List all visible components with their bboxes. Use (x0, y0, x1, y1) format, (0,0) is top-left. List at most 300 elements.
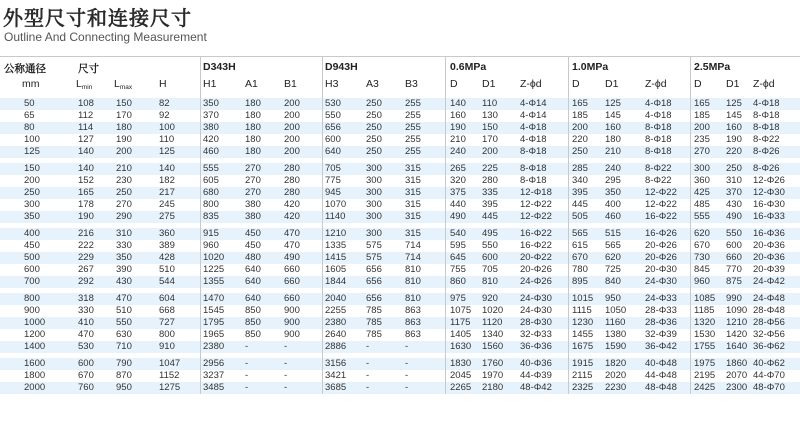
cell-dn: 700 (24, 276, 40, 287)
cell-lmax: 330 (116, 240, 132, 251)
cell-dn: 125 (24, 146, 40, 157)
table-row (0, 305, 800, 317)
cell-a1: 380 (245, 211, 261, 222)
cell-a3: 300 (366, 187, 382, 198)
table-row (0, 240, 800, 252)
header-lmin: $L_{min}$ (76, 78, 93, 91)
cell-h3: 1070 (325, 199, 347, 210)
cell-b3: 315 (405, 187, 421, 198)
cell-zd-10: 20-Φ26 (645, 240, 677, 251)
cell-a1: - (245, 370, 249, 381)
nominal-unit: mm (22, 78, 40, 90)
cell-zd-10: 48-Φ48 (645, 382, 677, 393)
cell-h3: 3421 (325, 370, 347, 381)
header-d-06: D (450, 78, 458, 90)
cell-h3: 945 (325, 187, 341, 198)
cell-h3: 2255 (325, 305, 347, 316)
table-row (0, 211, 800, 223)
cell-dn: 1200 (24, 329, 46, 340)
cell-dn: 80 (24, 122, 35, 133)
cell-lmax: 510 (116, 305, 132, 316)
cell-dn: 500 (24, 252, 40, 263)
cell-b1: 420 (284, 211, 300, 222)
cell-d-06: 160 (450, 110, 466, 121)
cell-h1: 3237 (203, 370, 225, 381)
cell-b1: 900 (284, 317, 300, 328)
cell-h3: 600 (325, 134, 341, 145)
cell-d-25: 235 (694, 134, 710, 145)
column-divider (568, 56, 569, 394)
cell-a3: 575 (366, 252, 382, 263)
cell-b3: - (405, 341, 409, 352)
cell-lmin: 222 (78, 240, 94, 251)
cell-zd-06: 24-Φ26 (520, 276, 552, 287)
cell-b3: 255 (405, 110, 421, 121)
cell-d1-10: 1590 (605, 341, 627, 352)
cell-lmin: 600 (78, 358, 94, 369)
cell-d1-06: 705 (482, 264, 498, 275)
cell-zd-25: 16-Φ36 (753, 228, 785, 239)
cell-d-25: 620 (694, 228, 710, 239)
cell-zd-25: 20-Φ36 (753, 240, 785, 251)
cell-zd-10: 28-Φ36 (645, 317, 677, 328)
cell-d-25: 185 (694, 110, 710, 121)
cell-h3: 705 (325, 163, 341, 174)
cell-a3: 250 (366, 98, 382, 109)
cell-h: 800 (159, 329, 175, 340)
cell-d1-25: 875 (726, 276, 742, 287)
cell-d-25: 360 (694, 175, 710, 186)
cell-b1: 900 (284, 305, 300, 316)
cell-zd-06: 24-Φ30 (520, 293, 552, 304)
cell-h: 1275 (159, 382, 181, 393)
table-row (0, 370, 800, 382)
cell-b3: - (405, 358, 409, 369)
cell-dn: 200 (24, 175, 40, 186)
cell-a3: 575 (366, 240, 382, 251)
table-row (0, 187, 800, 199)
cell-dn: 400 (24, 228, 40, 239)
cell-b3: 863 (405, 305, 421, 316)
cell-b3: 315 (405, 175, 421, 186)
cell-d-10: 670 (572, 252, 588, 263)
cell-zd-10: 8-Φ22 (645, 175, 672, 186)
cell-lmin: 140 (78, 163, 94, 174)
cell-lmin: 530 (78, 341, 94, 352)
cell-d-06: 595 (450, 240, 466, 251)
cell-lmin: 267 (78, 264, 94, 275)
cell-h: 910 (159, 341, 175, 352)
cell-a3: 785 (366, 329, 382, 340)
column-divider (445, 56, 446, 394)
cell-h: 727 (159, 317, 175, 328)
cell-dn: 1600 (24, 358, 46, 369)
table-row (0, 382, 800, 394)
cell-d-06: 540 (450, 228, 466, 239)
cell-d1-25: 1860 (726, 358, 748, 369)
cell-d-06: 320 (450, 175, 466, 186)
cell-zd-10: 8-Φ18 (645, 134, 672, 145)
cell-h3: 2640 (325, 329, 347, 340)
cell-b1: 280 (284, 175, 300, 186)
cell-d-06: 1175 (450, 317, 471, 328)
cell-d1-06: 445 (482, 211, 498, 222)
cell-h1: 1355 (203, 276, 225, 287)
cell-d1-25: 660 (726, 252, 742, 263)
cell-d-10: 340 (572, 175, 588, 186)
cell-d1-10: 840 (605, 276, 621, 287)
cell-zd-10: 4-Φ18 (645, 110, 672, 121)
cell-d1-25: 190 (726, 134, 742, 145)
table-row (0, 264, 800, 276)
cell-d1-10: 565 (605, 240, 621, 251)
cell-d1-25: 220 (726, 146, 742, 157)
cell-h3: 3685 (325, 382, 347, 393)
cell-d1-10: 725 (605, 264, 621, 275)
cell-d-06: 440 (450, 199, 466, 210)
header-zd-25: Z-ϕd (753, 78, 775, 90)
cell-d-10: 615 (572, 240, 588, 251)
cell-d1-10: 145 (605, 110, 621, 121)
cell-d-25: 1320 (694, 317, 716, 328)
cell-a3: - (366, 382, 370, 393)
cell-zd-06: 8-Φ18 (520, 163, 547, 174)
cell-d-25: 2425 (694, 382, 716, 393)
header-d-10: D (572, 78, 580, 90)
cell-h: 668 (159, 305, 175, 316)
cell-a1: 640 (245, 264, 261, 275)
cell-a3: 300 (366, 163, 382, 174)
cell-d-25: 670 (694, 240, 710, 251)
cell-b3: 255 (405, 122, 421, 133)
cell-d-25: 300 (694, 163, 710, 174)
cell-zd-25: 32-Φ56 (753, 329, 785, 340)
cell-d1-10: 1380 (605, 329, 627, 340)
cell-zd-25: 8-Φ22 (753, 134, 780, 145)
cell-a1: 850 (245, 317, 261, 328)
page-subtitle: Outline And Connecting Measurement (4, 30, 207, 44)
cell-lmin: 127 (78, 134, 94, 145)
header-d1-10: D1 (605, 78, 619, 90)
group-1-0mpa: 1.0MPa (572, 61, 609, 73)
cell-d-06: 2045 (450, 370, 472, 381)
cell-a3: 656 (366, 264, 382, 275)
cell-h1: 1020 (203, 252, 225, 263)
cell-a1: 640 (245, 293, 261, 304)
cell-lmax: 550 (116, 317, 132, 328)
cell-a3: 250 (366, 110, 382, 121)
cell-d1-06: 600 (482, 252, 498, 263)
cell-a3: - (366, 341, 370, 352)
cell-d1-06: 920 (482, 293, 498, 304)
cell-zd-06: 4-Φ14 (520, 98, 547, 109)
cell-dn: 1000 (24, 317, 46, 328)
cell-b3: 255 (405, 146, 421, 157)
cell-d-06: 265 (450, 163, 466, 174)
cell-a3: 250 (366, 146, 382, 157)
cell-h1: 1470 (203, 293, 225, 304)
cell-a1: 640 (245, 276, 261, 287)
cell-h: 510 (159, 264, 175, 275)
header-d-25: D (694, 78, 702, 90)
cell-a3: 250 (366, 134, 382, 145)
cell-d1-06: 810 (482, 276, 498, 287)
cell-d-06: 140 (450, 98, 466, 109)
cell-b3: 863 (405, 317, 421, 328)
cell-h1: 420 (203, 134, 219, 145)
cell-d1-06: 130 (482, 110, 498, 121)
cell-b3: 255 (405, 134, 421, 145)
cell-lmax: 350 (116, 252, 132, 263)
cell-dn: 1400 (24, 341, 46, 352)
cell-h3: 2040 (325, 293, 347, 304)
cell-h: 82 (159, 98, 170, 109)
cell-d-10: 505 (572, 211, 588, 222)
cell-d1-06: 150 (482, 122, 498, 133)
cell-a3: - (366, 358, 370, 369)
cell-h3: 1210 (325, 228, 347, 239)
header-d1-25: D1 (726, 78, 740, 90)
cell-h: 140 (159, 163, 175, 174)
cell-h3: 550 (325, 110, 341, 121)
cell-lmax: 790 (116, 358, 132, 369)
cell-h3: 1844 (325, 276, 347, 287)
cell-zd-10: 40-Φ48 (645, 358, 677, 369)
cell-b3: 315 (405, 228, 421, 239)
cell-d1-25: 1210 (726, 317, 748, 328)
cell-b1: 660 (284, 293, 300, 304)
cell-d1-06: 110 (482, 98, 498, 109)
cell-b3: 863 (405, 329, 421, 340)
cell-d1-25: 145 (726, 110, 742, 121)
cell-d-25: 960 (694, 276, 710, 287)
cell-d-25: 845 (694, 264, 710, 275)
cell-h3: 530 (325, 98, 341, 109)
cell-b1: 200 (284, 146, 300, 157)
cell-d1-10: 620 (605, 252, 621, 263)
group-header-row (0, 61, 800, 77)
cell-d-25: 1185 (694, 305, 715, 316)
group-0-6mpa: 0.6MPa (450, 61, 487, 73)
cell-lmax: 950 (116, 382, 132, 393)
cell-d-10: 780 (572, 264, 588, 275)
cell-d-06: 210 (450, 134, 466, 145)
table-row (0, 175, 800, 187)
cell-b1: 470 (284, 240, 300, 251)
cell-h1: 680 (203, 187, 219, 198)
cell-b3: 255 (405, 98, 421, 109)
cell-dn: 150 (24, 163, 40, 174)
header-divider (0, 56, 800, 57)
cell-h3: 2380 (325, 317, 347, 328)
cell-d-06: 1830 (450, 358, 472, 369)
cell-zd-10: 20-Φ26 (645, 252, 677, 263)
cell-d-25: 1755 (694, 341, 716, 352)
cell-d1-06: 1760 (482, 358, 504, 369)
cell-zd-06: 20-Φ26 (520, 264, 552, 275)
cell-h: 217 (159, 187, 175, 198)
cell-h: 182 (159, 175, 175, 186)
header-zd-06: Z-ϕd (520, 78, 542, 90)
cell-b1: 280 (284, 187, 300, 198)
cell-h: 544 (159, 276, 175, 287)
cell-zd-25: 40-Φ62 (753, 358, 785, 369)
cell-h: 110 (159, 134, 175, 145)
cell-d-25: 1530 (694, 329, 716, 340)
cell-zd-06: 24-Φ30 (520, 305, 552, 316)
cell-zd-10: 4-Φ18 (645, 98, 672, 109)
cell-d-10: 565 (572, 228, 588, 239)
cell-d-10: 250 (572, 146, 588, 157)
cell-d-10: 165 (572, 98, 588, 109)
cell-d1-06: 170 (482, 134, 498, 145)
table-row (0, 163, 800, 175)
cell-d-10: 285 (572, 163, 588, 174)
cell-a3: 300 (366, 228, 382, 239)
cell-d1-10: 240 (605, 163, 621, 174)
cell-d1-06: 2180 (482, 382, 504, 393)
cell-d-10: 185 (572, 110, 588, 121)
dimension-header: 尺寸 (78, 63, 99, 75)
cell-d1-06: 1120 (482, 317, 503, 328)
cell-lmin: 318 (78, 293, 94, 304)
cell-d-10: 895 (572, 276, 588, 287)
cell-h3: 2886 (325, 341, 347, 352)
cell-d1-06: 495 (482, 228, 498, 239)
header-a3: A3 (366, 78, 379, 90)
cell-zd-25: 8-Φ26 (753, 146, 780, 157)
cell-zd-06: 28-Φ30 (520, 317, 552, 328)
cell-h1: 350 (203, 98, 219, 109)
cell-zd-25: 36-Φ62 (753, 341, 785, 352)
cell-d-06: 1405 (450, 329, 472, 340)
cell-h: 1047 (159, 358, 181, 369)
cell-d1-10: 515 (605, 228, 621, 239)
cell-b3: 810 (405, 264, 421, 275)
cell-d-06: 1630 (450, 341, 472, 352)
page-title: 外型尺寸和连接尺寸 (3, 6, 192, 30)
cell-h3: 1605 (325, 264, 347, 275)
cell-d1-10: 350 (605, 187, 621, 198)
cell-h: 1152 (159, 370, 180, 381)
cell-h: 275 (159, 211, 175, 222)
cell-dn: 250 (24, 187, 40, 198)
cell-d-10: 1015 (572, 293, 594, 304)
cell-d1-10: 2020 (605, 370, 627, 381)
cell-a1: 180 (245, 146, 261, 157)
cell-a3: 656 (366, 293, 382, 304)
cell-d-10: 2115 (572, 370, 593, 381)
cell-h3: 1335 (325, 240, 347, 251)
cell-d1-10: 400 (605, 199, 621, 210)
cell-d-25: 200 (694, 122, 710, 133)
cell-h3: 1140 (325, 211, 346, 222)
cell-h1: 835 (203, 211, 219, 222)
cell-zd-10: 8-Φ18 (645, 146, 672, 157)
cell-a3: 250 (366, 122, 382, 133)
cell-d-10: 1675 (572, 341, 594, 352)
cell-d1-06: 1560 (482, 341, 504, 352)
cell-lmin: 330 (78, 305, 94, 316)
cell-d1-25: 1420 (726, 329, 748, 340)
cell-d-25: 485 (694, 199, 710, 210)
cell-h1: 460 (203, 146, 219, 157)
cell-lmin: 216 (78, 228, 94, 239)
table-row (0, 228, 800, 240)
cell-d1-25: 600 (726, 240, 742, 251)
cell-d-10: 445 (572, 199, 588, 210)
cell-d-10: 1230 (572, 317, 594, 328)
cell-d-25: 1975 (694, 358, 716, 369)
cell-b3: 315 (405, 199, 421, 210)
cell-a1: 450 (245, 228, 261, 239)
cell-lmin: 178 (78, 199, 94, 210)
cell-a1: 270 (245, 187, 261, 198)
header-b3: B3 (405, 78, 418, 90)
cell-dn: 900 (24, 305, 40, 316)
cell-zd-25: 20-Φ39 (753, 264, 785, 275)
cell-h3: 775 (325, 175, 341, 186)
cell-zd-10: 8-Φ18 (645, 122, 672, 133)
cell-zd-06: 16-Φ22 (520, 228, 552, 239)
cell-d1-06: 225 (482, 163, 498, 174)
cell-b1: - (284, 358, 288, 369)
cell-d1-25: 160 (726, 122, 742, 133)
cell-d1-06: 1970 (482, 370, 504, 381)
cell-d-10: 395 (572, 187, 588, 198)
cell-lmin: 410 (78, 317, 94, 328)
cell-zd-06: 48-Φ42 (520, 382, 552, 393)
cell-h3: 656 (325, 122, 341, 133)
cell-d-06: 645 (450, 252, 466, 263)
cell-lmax: 190 (116, 134, 132, 145)
cell-d1-25: 490 (726, 211, 742, 222)
cell-zd-06: 4-Φ18 (520, 134, 547, 145)
cell-d1-10: 295 (605, 175, 621, 186)
cell-h1: 555 (203, 163, 219, 174)
cell-d-10: 220 (572, 134, 588, 145)
cell-lmin: 152 (78, 175, 94, 186)
cell-dn: 300 (24, 199, 40, 210)
cell-h1: 1545 (203, 305, 225, 316)
cell-zd-25: 48-Φ70 (753, 382, 785, 393)
header-d1-06: D1 (482, 78, 496, 90)
cell-lmin: 108 (78, 98, 94, 109)
cell-dn: 50 (24, 98, 35, 109)
cell-lmax: 470 (116, 293, 132, 304)
cell-b3: 714 (405, 240, 421, 251)
cell-d-10: 200 (572, 122, 588, 133)
cell-a1: 180 (245, 122, 261, 133)
cell-lmax: 390 (116, 264, 132, 275)
cell-zd-25: 28-Φ56 (753, 317, 785, 328)
cell-a3: 656 (366, 276, 382, 287)
cell-d1-25: 430 (726, 199, 742, 210)
cell-zd-06: 44-Φ39 (520, 370, 552, 381)
cell-d1-25: 550 (726, 228, 742, 239)
cell-d1-06: 335 (482, 187, 498, 198)
cell-dn: 600 (24, 264, 40, 275)
cell-a1: 380 (245, 199, 261, 210)
cell-d1-25: 770 (726, 264, 742, 275)
cell-h1: 800 (203, 199, 219, 210)
cell-d-06: 490 (450, 211, 466, 222)
cell-b1: 900 (284, 329, 300, 340)
cell-a1: - (245, 341, 249, 352)
cell-zd-06: 32-Φ33 (520, 329, 552, 340)
cell-lmin: 470 (78, 329, 94, 340)
cell-h: 604 (159, 293, 175, 304)
